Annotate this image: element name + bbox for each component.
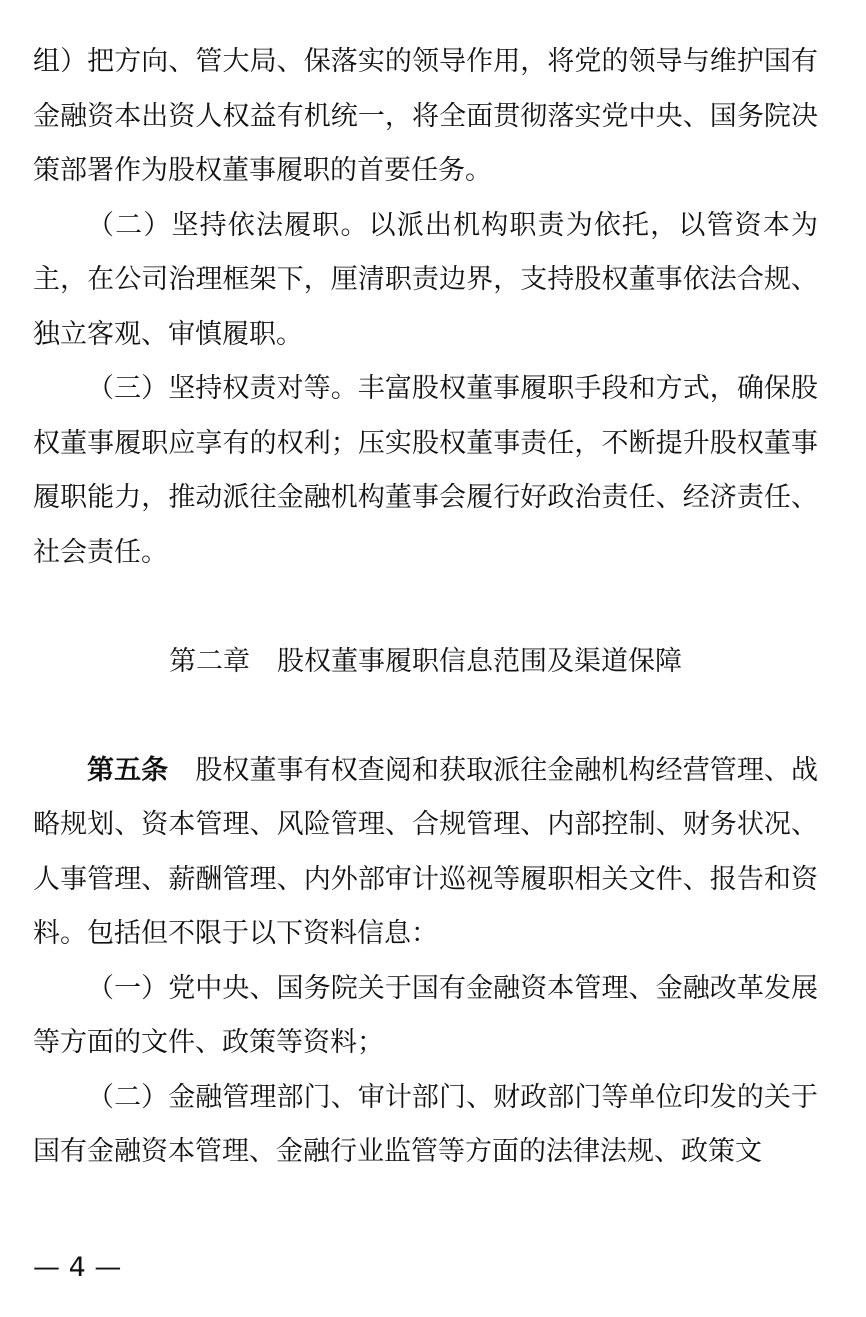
list-item-1: （一）党中央、国务院关于国有金融资本管理、金融改革发展等方面的文件、政策等资料； — [33, 972, 818, 1058]
article-5-paragraph — [33, 744, 818, 962]
article-label: 第五条 — [87, 754, 169, 786]
paragraph-continuation: 组）把方向、管大局、保落实的领导作用，将党的领导与维护国有金融资本出资人权益有机统一，将全面贯彻落实党中央、国务院决策部署作为股权董事履职的首要任务。 — [33, 46, 818, 186]
page-number: — 4 — — [33, 1252, 122, 1283]
paragraph-principle-2: （二）坚持依法履职。以派出机构职责为依托，以管资本为主，在公司治理框架下，厘清职责边界，支持股权董事依法合规、独立客观、审慎履职。 — [33, 209, 818, 350]
list-item-2: （二）金融管理部门、审计部门、财政部门等单位印发的关于国有金融资本管理、金融行业监管等方面的法律法规、政策文 — [33, 1081, 818, 1167]
article-spacer — [168, 755, 195, 786]
article-text: 股权董事有权查阅和获取派往金融机构经营管理、战略规划、资本管理、风险管理、合规管理、内部控制、财务状况、人事管理、薪酬管理、内外部审计巡视等履职相关文件、报告和资料。包括但不限于以下资料信息： — [33, 754, 819, 949]
paragraph-principle-3: （三）坚持权责对等。丰富股权董事履职手段和方式，确保股权董事履职应享有的权利；压实股权董事责任，不断提升股权董事履职能力，推动派往金融机构董事会履行好政治责任、经济责任、社会责任。 — [33, 373, 818, 568]
document-body — [33, 35, 818, 1180]
chapter-title: 第二章 股权董事履职信息范围及渠道保障 — [169, 645, 682, 677]
